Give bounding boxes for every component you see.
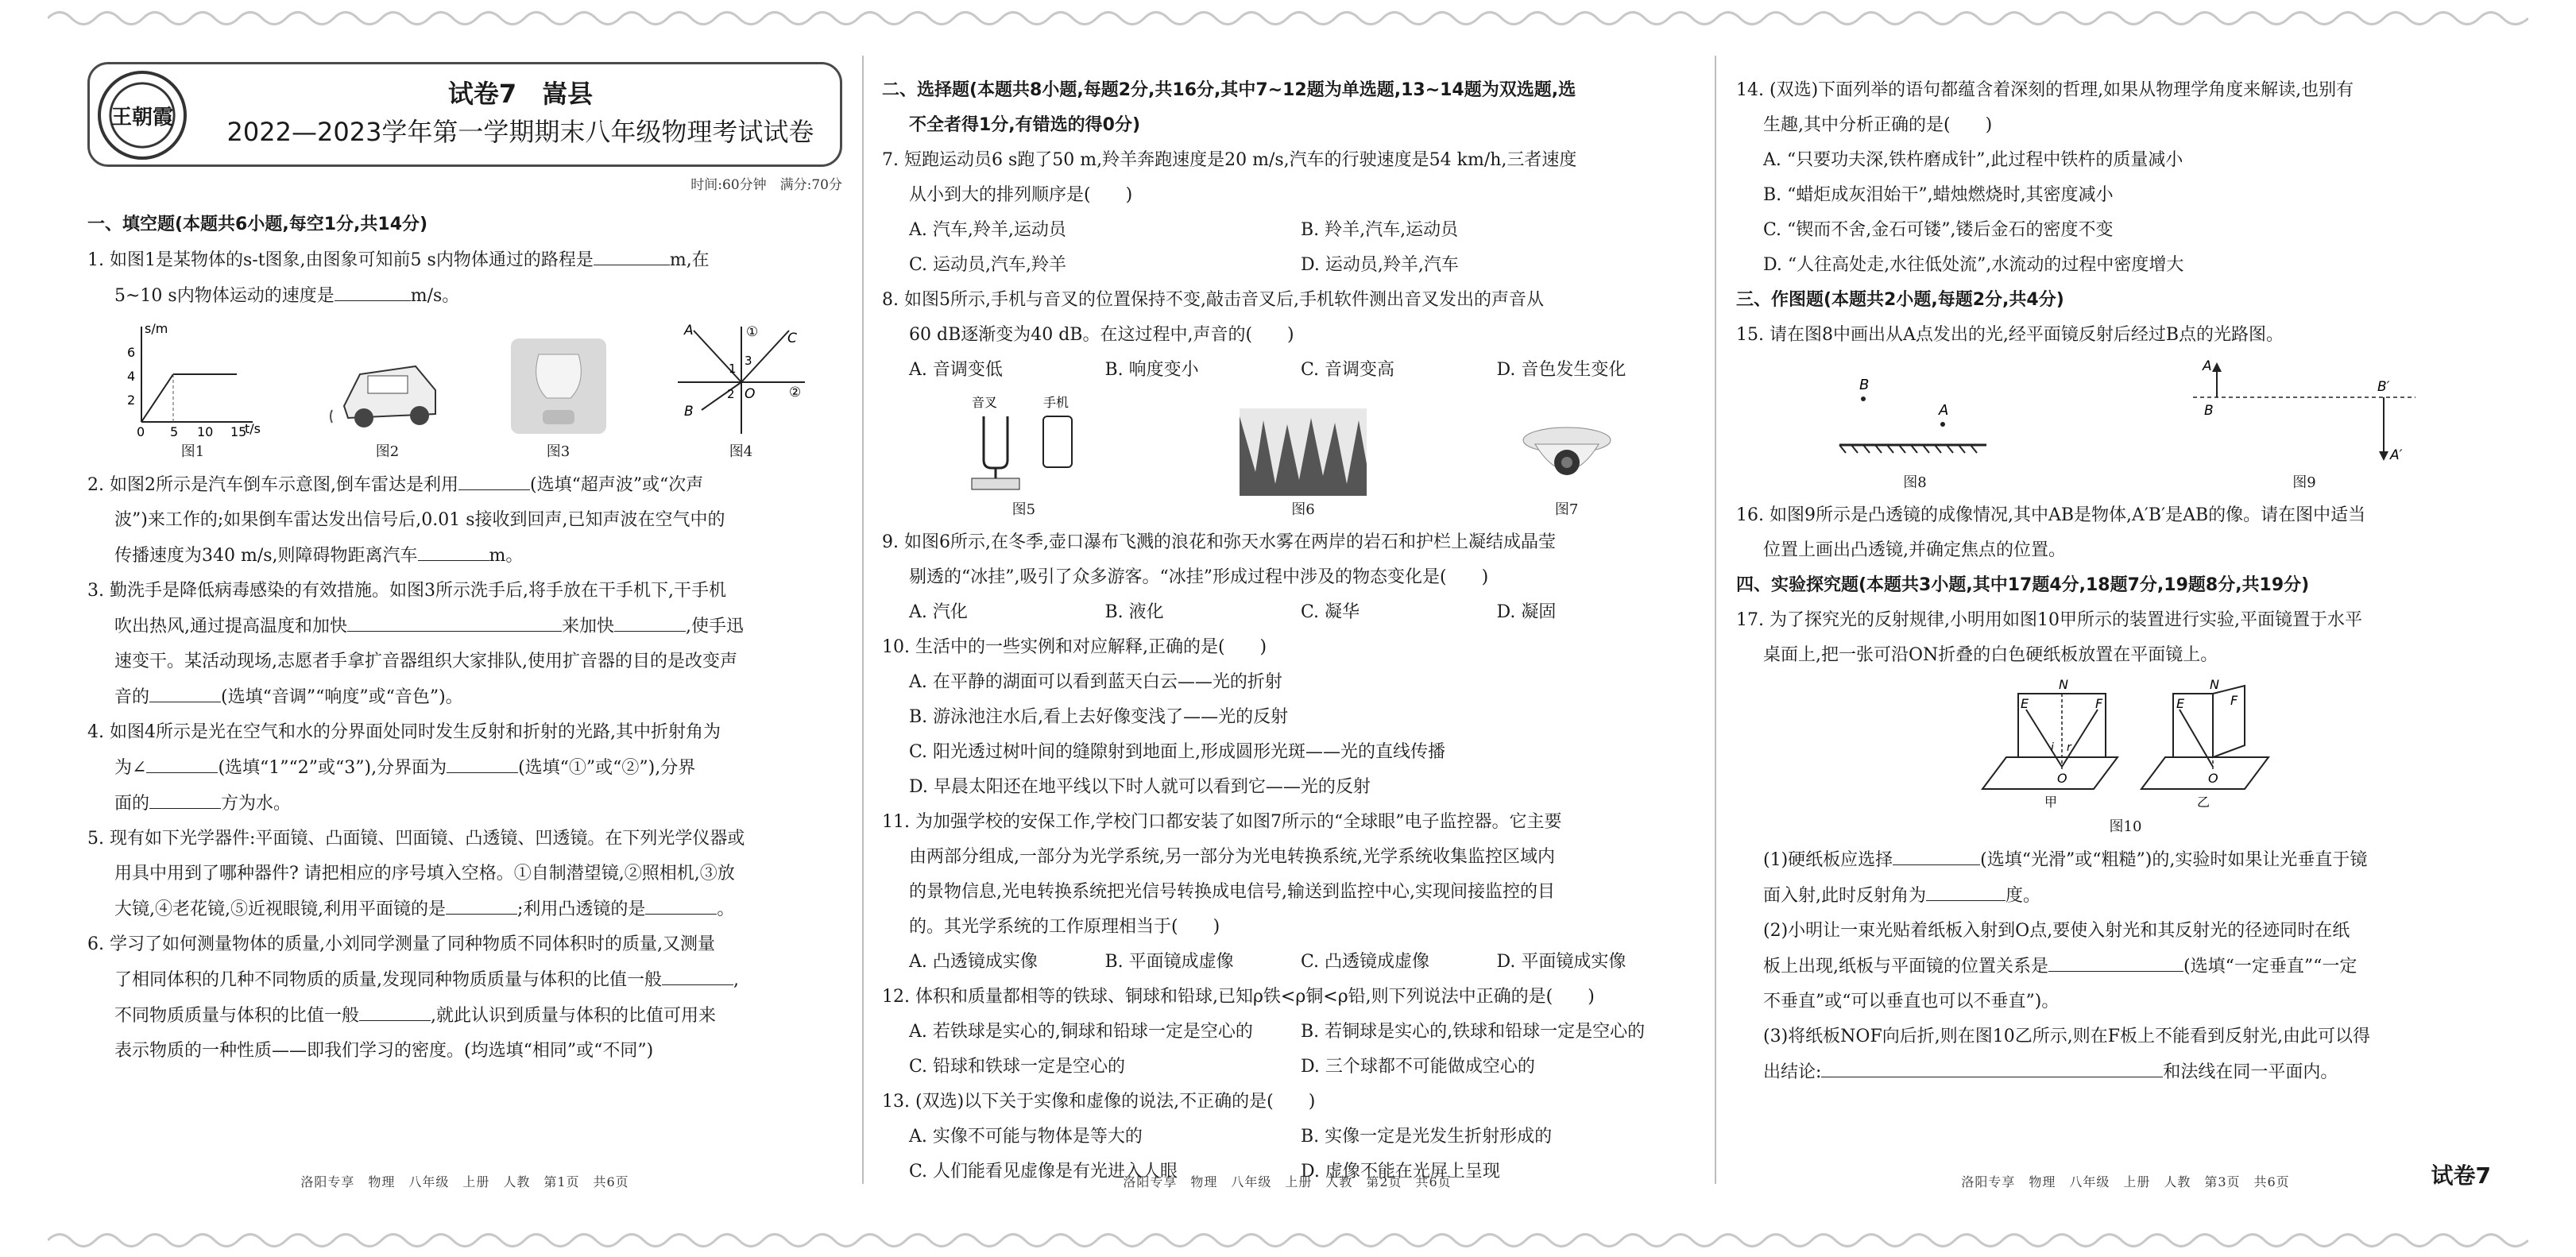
option[interactable]: C. 运动员,汽车,羚羊 bbox=[909, 255, 1067, 275]
question-17-3-cont: 出结论: 和法线在同一平面内。 bbox=[1736, 1054, 2515, 1090]
answer-blank[interactable] bbox=[149, 786, 221, 809]
answer-blank[interactable] bbox=[594, 242, 670, 265]
question-11: 11. 为加强学校的安保工作,学校门口都安装了如图7所示的“全球眼”电子监控器。它主要 bbox=[882, 812, 1562, 832]
svg-text:B′: B′ bbox=[2377, 379, 2390, 395]
figure-row-2 bbox=[882, 393, 1692, 520]
option[interactable]: D. 音色发生变化 bbox=[1496, 360, 1626, 380]
svg-text:B: B bbox=[1859, 377, 1870, 393]
option[interactable]: B. “蜡炬成灰泪始干”,蜡烛燃烧时,其密度减小 bbox=[1763, 185, 2114, 205]
fig1-y-tick: 2 bbox=[126, 393, 135, 408]
svg-text:O: O bbox=[744, 386, 755, 402]
figure-caption: 图4 bbox=[729, 443, 753, 460]
question-7-options bbox=[882, 213, 1692, 248]
paper-number-tag: 试卷7 bbox=[2431, 1162, 2491, 1189]
question-3: 3. 勤洗手是降低病毒感染的有效措施。如图3所示洗手后,将手放在干手机下,干手机 bbox=[87, 581, 726, 601]
option[interactable]: B. 实像一定是光发生折射形成的 bbox=[1301, 1127, 1553, 1147]
page-column-3 bbox=[1736, 62, 2515, 1190]
question-17: 17. 为了探究光的反射规律,小明用如图10甲所示的装置进行实验,平面镜置于水平 bbox=[1736, 610, 2362, 630]
svg-text:A: A bbox=[683, 323, 694, 338]
question-14: 14. (双选)下面列举的语句都蕴含着深刻的哲理,如果从物理学角度来解读,也别有 bbox=[1736, 80, 2354, 100]
option[interactable]: D. 虚像不能在光屏上呈现 bbox=[1301, 1162, 1500, 1182]
page-footer: 洛阳专享 物理 八年级 上册 人教 第3页 共6页 bbox=[1961, 1174, 2290, 1189]
svg-text:A: A bbox=[1939, 402, 1949, 419]
fig1-x-tick: 0 bbox=[136, 424, 145, 438]
question-10: 10. 生活中的一些实例和对应解释,正确的是( ) bbox=[882, 637, 1267, 657]
figure-7-camera bbox=[1515, 416, 1619, 520]
question-16: 16. 如图9所示是凸透镜的成像情况,其中AB是物体,A′B′是AB的像。请在图中适当 bbox=[1736, 505, 2366, 525]
figure-10-reflection-setup bbox=[1975, 678, 2276, 837]
question-9-cont: 剔透的“冰挂”,吸引了众多游客。“冰挂”形成过程中涉及的物态变化是( ) bbox=[909, 567, 1489, 587]
question-2-cont: 波”)来工作的;如果倒车雷达发出信号后,0.01 s接收到回声,已知声波在空气中的 bbox=[114, 510, 725, 530]
question-17-2: (2)小明让一束光贴着纸板入射到O点,要使入射光和其反射光的径迹同时在纸 bbox=[1763, 921, 2350, 941]
answer-blank[interactable] bbox=[446, 892, 517, 915]
figure-2-car-radar bbox=[328, 335, 447, 462]
option[interactable]: D. 运动员,羚羊,汽车 bbox=[1301, 255, 1459, 275]
answer-blank[interactable] bbox=[614, 609, 686, 632]
question-8-cont: 60 dB逐渐变为40 dB。在这过程中,声音的( ) bbox=[909, 325, 1294, 345]
figure-row-1 bbox=[87, 319, 842, 462]
paper-subtitle: 2022—2023学年第一学期期末八年级物理考试试卷 bbox=[226, 117, 814, 147]
option[interactable]: B. 液化 bbox=[1104, 602, 1164, 622]
answer-blank[interactable] bbox=[149, 679, 221, 702]
answer-blank[interactable] bbox=[662, 962, 733, 985]
svg-text:2: 2 bbox=[726, 387, 735, 401]
answer-blank[interactable] bbox=[418, 538, 489, 561]
question-4-cont: 为∠ (选填“1”“2”或“3”),分界面为 (选填“①”或“②”),分界 bbox=[87, 750, 842, 786]
section-multiple-choice-cont: 不全者得1分,有错选的得0分) bbox=[909, 115, 1141, 135]
question-13: 13. (双选)以下关于实像和虚像的说法,不正确的是( ) bbox=[882, 1092, 1316, 1112]
figure-caption: 图2 bbox=[375, 443, 400, 460]
question-2: 2. 如图2所示是汽车倒车示意图,倒车雷达是利用 (选填“超声波”或“次声 bbox=[87, 467, 842, 503]
question-7-options bbox=[882, 248, 1692, 283]
svg-text:A′: A′ bbox=[2390, 447, 2403, 463]
figure-4-light-path bbox=[670, 319, 813, 462]
answer-blank[interactable] bbox=[347, 609, 562, 632]
page-column-2 bbox=[882, 62, 1692, 1190]
figure-caption: 图6 bbox=[1291, 501, 1315, 518]
question-3-cont: 吹出热风,通过提高温度和加快 来加快 ,使手迅 bbox=[87, 609, 842, 644]
figure-3-hand-dryer bbox=[507, 335, 610, 462]
option[interactable]: D. “人往高处走,水往低处流”,水流动的过程中密度增大 bbox=[1763, 255, 2184, 275]
option[interactable]: C. 凸透镜成虚像 bbox=[1301, 952, 1430, 972]
question-17-3: (3)将纸板NOF向后折,则在图10乙所示,则在F板上不能看到反射光,由此可以得 bbox=[1763, 1027, 2370, 1046]
question-11-options bbox=[882, 945, 1692, 980]
answer-blank[interactable] bbox=[2048, 949, 2183, 972]
question-3-cont: 速变干。某活动现场,志愿者手拿扩音器组织大家排队,使用扩音器的目的是改变声 bbox=[114, 652, 737, 671]
question-8: 8. 如图5所示,手机与音叉的位置保持不变,敲击音叉后,手机软件测出音叉发出的声音从 bbox=[882, 290, 1544, 310]
svg-text:F: F bbox=[2230, 693, 2238, 708]
figure-caption: 图1 bbox=[180, 443, 205, 460]
svg-text:N: N bbox=[2210, 678, 2219, 692]
svg-text:E: E bbox=[2021, 696, 2029, 711]
section-drawing: 三、作图题(本题共2小题,每题2分,共4分) bbox=[1736, 290, 2064, 310]
svg-text:O: O bbox=[2057, 771, 2067, 786]
question-6: 6. 学习了如何测量物体的质量,小刘同学测量了同种物质不同体积时的质量,又测量 bbox=[87, 934, 715, 954]
fig1-y-unit: s/m bbox=[144, 321, 168, 336]
question-4: 4. 如图4所示是光在空气和水的分界面处同时发生反射和折射的光路,其中折射角为 bbox=[87, 722, 721, 742]
option[interactable]: C. 阳光透过树叶间的缝隙射到地面上,形成圆形光斑——光的直线传播 bbox=[909, 742, 1446, 762]
option[interactable]: A. 汽化 bbox=[909, 602, 968, 622]
figure-row-3 bbox=[1736, 358, 2515, 493]
question-5: 5. 现有如下光学器件:平面镜、凸面镜、凹面镜、凸透镜、凹透镜。在下列光学仪器或 bbox=[87, 829, 745, 849]
svg-text:乙: 乙 bbox=[2197, 795, 2210, 810]
figure-6-ice-hanging bbox=[1240, 408, 1367, 520]
svg-text:C: C bbox=[787, 331, 797, 346]
answer-blank[interactable] bbox=[645, 892, 717, 915]
svg-text:O: O bbox=[2208, 771, 2218, 786]
option[interactable]: A. 若铁球是实心的,铜球和铅球一定是空心的 bbox=[909, 1022, 1253, 1042]
question-11-cont: 由两部分组成,一部分为光学系统,另一部分为光电转换系统,光学系统收集监控区域内 bbox=[909, 847, 1555, 867]
question-14-cont: 生趣,其中分析正确的是( ) bbox=[1763, 115, 1993, 135]
section-fill-blank: 一、填空题(本题共6小题,每空1分,共14分) bbox=[87, 215, 428, 234]
svg-text:甲: 甲 bbox=[2044, 795, 2058, 810]
svg-text:①: ① bbox=[745, 324, 758, 340]
option[interactable]: C. 凝华 bbox=[1301, 602, 1360, 622]
svg-text:手机: 手机 bbox=[1043, 395, 1069, 410]
figure-caption: 图8 bbox=[1903, 474, 1927, 491]
svg-text:1: 1 bbox=[728, 362, 737, 376]
question-12-options bbox=[882, 1050, 1692, 1085]
option[interactable]: D. 凝固 bbox=[1496, 602, 1557, 622]
svg-text:B: B bbox=[2204, 403, 2214, 419]
option[interactable]: C. 音调变高 bbox=[1301, 360, 1395, 380]
answer-blank[interactable] bbox=[359, 998, 431, 1021]
page-footer: 洛阳专享 物理 八年级 上册 人教 第1页 共6页 bbox=[300, 1174, 629, 1189]
fig1-y-tick: 6 bbox=[126, 345, 135, 360]
answer-blank[interactable] bbox=[335, 278, 411, 301]
question-6-cont: 表示物质的一种性质——即我们学习的密度。(均选填“相同”或“不同”) bbox=[114, 1041, 654, 1061]
figure-row-4 bbox=[1736, 678, 2515, 837]
question-16-cont: 位置上画出凸透镜,并确定焦点的位置。 bbox=[1763, 540, 2066, 560]
question-6-cont: 了相同体积的几种不同物质的质量,发现同种物质质量与体积的比值一般 , bbox=[87, 962, 842, 998]
option[interactable]: A. “只要功夫深,铁杵磨成针”,此过程中铁杵的质量减小 bbox=[1763, 150, 2183, 170]
figure-5-tuning-fork bbox=[956, 393, 1091, 520]
fig1-x-tick: 15 bbox=[230, 424, 246, 438]
option[interactable]: C. “锲而不舍,金石可镂”,镂后金石的密度不变 bbox=[1763, 220, 2114, 240]
column-divider bbox=[862, 56, 864, 1184]
column-divider bbox=[1715, 56, 1716, 1184]
figure-caption: 图9 bbox=[2292, 474, 2316, 491]
figure-caption: 图3 bbox=[546, 443, 571, 460]
svg-text:3: 3 bbox=[744, 354, 752, 368]
option[interactable]: B. 若铜球是实心的,铁球和铅球一定是空心的 bbox=[1301, 1022, 1646, 1042]
answer-blank[interactable] bbox=[1926, 878, 2005, 901]
option[interactable]: C. 铅球和铁球一定是空心的 bbox=[909, 1057, 1126, 1077]
question-17-cont: 桌面上,把一张可沿ON折叠的白色硬纸板放置在平面镜上。 bbox=[1763, 645, 2218, 665]
question-11-cont: 的。其光学系统的工作原理相当于( ) bbox=[909, 917, 1220, 937]
figure-1-st-graph bbox=[118, 319, 269, 462]
question-5-cont: 大镜,④老花镜,⑤近视眼镜,利用平面镜的是 ;利用凸透镜的是 。 bbox=[87, 892, 842, 927]
fig1-y-tick: 4 bbox=[126, 369, 135, 384]
figure-caption: 图7 bbox=[1554, 501, 1579, 518]
section-multiple-choice: 二、选择题(本题共8小题,每题2分,共16分,其中7~12题为单选题,13~14题为双选题,选 bbox=[882, 80, 1576, 100]
question-15: 15. 请在图8中画出从A点发出的光,经平面镜反射后经过B点的光路图。 bbox=[1736, 325, 2284, 345]
figure-8-mirror bbox=[1828, 365, 2002, 493]
option[interactable]: B. 响度变小 bbox=[1104, 360, 1199, 380]
answer-blank[interactable] bbox=[1821, 1054, 2163, 1077]
question-5-cont: 用具中用到了哪种器件? 请把相应的序号填入空格。①自制潜望镜,②照相机,③放 bbox=[114, 864, 735, 884]
fig1-x-tick: 5 bbox=[169, 424, 178, 438]
answer-blank[interactable] bbox=[1893, 842, 1980, 865]
option[interactable]: D. 早晨太阳还在地平线以下时人就可以看到它——光的反射 bbox=[909, 777, 1371, 797]
fig1-x-tick: 10 bbox=[196, 424, 213, 438]
question-17-2-cont: 板上出现,纸板与平面镜的位置关系是 (选填“一定垂直”“一定 bbox=[1736, 949, 2515, 984]
question-2-cont: 传播速度为340 m/s,则障碍物距离汽车 m。 bbox=[87, 538, 842, 574]
svg-text:B: B bbox=[683, 404, 694, 420]
option[interactable]: B. 游泳池注水后,看上去好像变浅了——光的反射 bbox=[909, 707, 1289, 727]
top-wave-border bbox=[48, 6, 2528, 30]
section-experiment: 四、实验探究题(本题共3小题,其中17题4分,18题7分,19题8分,共19分) bbox=[1736, 575, 2310, 595]
option[interactable]: D. 三个球都不可能做成空心的 bbox=[1301, 1057, 1535, 1077]
option[interactable]: A. 音调变低 bbox=[909, 360, 1003, 380]
question-1: 1. 如图1是某物体的s-t图象,由图象可知前5 s内物体通过的路程是 m,在 bbox=[87, 242, 842, 278]
question-3-cont: 音的 (选填“音调”“响度”或“音色”)。 bbox=[87, 679, 842, 715]
question-17-2-cont: 不垂直”或“可以垂直也可以不垂直”)。 bbox=[1763, 992, 2060, 1011]
question-8-options bbox=[882, 353, 1692, 388]
option[interactable]: A. 实像不可能与物体是等大的 bbox=[909, 1127, 1143, 1147]
question-7: 7. 短跑运动员6 s跑了50 m,羚羊奔跑速度是20 m/s,汽车的行驶速度是54 km/h,三者速度 bbox=[882, 150, 1577, 170]
bottom-wave-border bbox=[48, 1228, 2528, 1252]
svg-text:N: N bbox=[2059, 678, 2068, 692]
logo-text: 王朝霞 bbox=[110, 106, 173, 130]
question-7-cont: 从小到大的排列顺序是( ) bbox=[909, 185, 1133, 205]
svg-text:音叉: 音叉 bbox=[972, 395, 998, 410]
svg-text:②: ② bbox=[788, 385, 801, 400]
fig1-line bbox=[141, 374, 173, 422]
question-17-1-cont: 面入射,此时反射角为 度。 bbox=[1736, 878, 2515, 914]
option[interactable]: A. 汽车,羚羊,运动员 bbox=[909, 220, 1066, 240]
question-12: 12. 体积和质量都相等的铁球、铜球和铅球,已知ρ铁<ρ铜<ρ铅,则下列说法中正确的是( ) bbox=[882, 987, 1595, 1007]
question-9-options bbox=[882, 595, 1692, 630]
question-13-options bbox=[882, 1120, 1692, 1155]
svg-text:A: A bbox=[2203, 358, 2212, 374]
option[interactable]: A. 凸透镜成实像 bbox=[909, 952, 1038, 972]
svg-text:F: F bbox=[2095, 696, 2103, 711]
page-footer: 洛阳专享 物理 八年级 上册 人教 第2页 共6页 bbox=[1123, 1174, 1452, 1189]
option[interactable]: D. 平面镜成实像 bbox=[1496, 952, 1626, 972]
time-info: 时间:60分钟 满分:70分 bbox=[690, 177, 842, 193]
fig1-x-unit: t/s bbox=[244, 421, 261, 436]
figure-9-lens-image bbox=[2185, 358, 2423, 493]
answer-blank[interactable] bbox=[458, 467, 530, 490]
question-9: 9. 如图6所示,在冬季,壶口瀑布飞溅的浪花和弥天水雾在两岸的岩石和护栏上凝结成晶莹 bbox=[882, 532, 1556, 552]
svg-text:i: i bbox=[2051, 741, 2054, 754]
question-6-cont: 不同物质质量与体积的比值一般 ,就此认识到质量与体积的比值可用来 bbox=[87, 998, 842, 1034]
answer-blank[interactable] bbox=[146, 750, 218, 773]
svg-text:r: r bbox=[2067, 741, 2071, 754]
answer-blank[interactable] bbox=[447, 750, 518, 773]
page-column-1 bbox=[87, 62, 842, 1190]
option[interactable]: B. 平面镜成虚像 bbox=[1104, 952, 1234, 972]
question-4-cont: 面的 方为水。 bbox=[87, 786, 842, 822]
figure-caption: 图10 bbox=[2109, 818, 2142, 835]
question-12-options bbox=[882, 1015, 1692, 1050]
question-17-1: (1)硬纸板应选择 (选填“光滑”或“粗糙”)的,实验时如果让光垂直于镜 bbox=[1736, 842, 2515, 878]
option[interactable]: C. 人们能看见虚像是有光进入人眼 bbox=[909, 1162, 1178, 1182]
option[interactable]: A. 在平静的湖面可以看到蓝天白云——光的折射 bbox=[909, 672, 1282, 692]
figure-caption: 图5 bbox=[1011, 501, 1036, 518]
svg-text:E: E bbox=[2176, 696, 2185, 711]
paper-title: 试卷7 嵩县 bbox=[447, 79, 594, 109]
question-1-cont: 5~10 s内物体运动的速度是 m/s。 bbox=[87, 278, 842, 314]
option[interactable]: B. 羚羊,汽车,运动员 bbox=[1301, 220, 1459, 240]
publisher-logo bbox=[98, 71, 187, 160]
exam-header bbox=[87, 62, 842, 167]
question-11-cont: 的景物信息,光电转换系统把光信号转换成电信号,输送到监控中心,实现间接监控的目 bbox=[909, 882, 1555, 902]
